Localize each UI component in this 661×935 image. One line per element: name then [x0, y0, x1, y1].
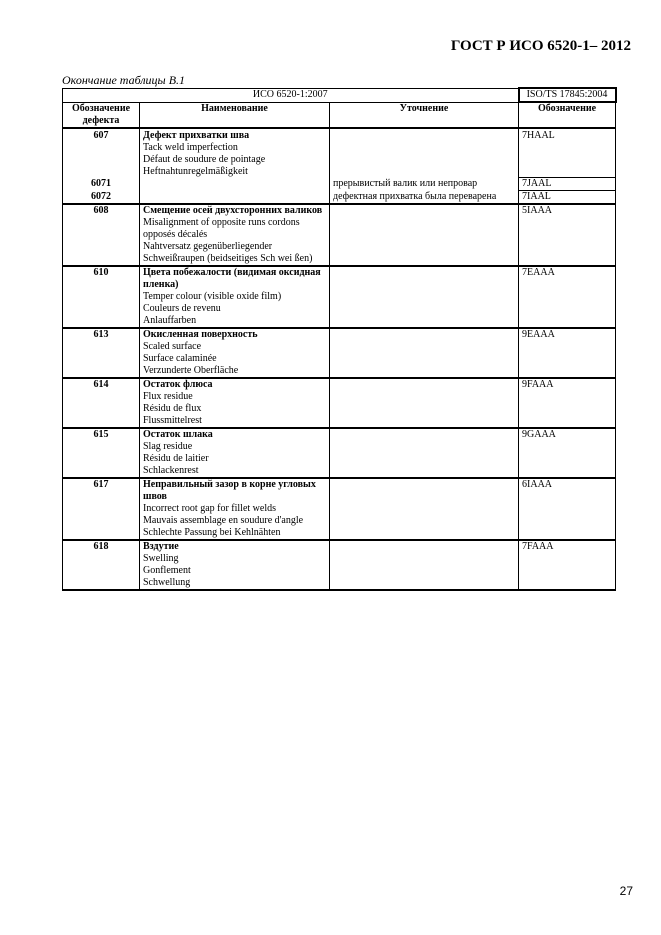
clarification [330, 266, 519, 328]
defect-code: 613 [63, 328, 140, 378]
defect-name [140, 328, 330, 378]
document-header: ГОСТ Р ИСО 6520-1– 2012 [450, 38, 631, 54]
defect-name [140, 178, 330, 191]
defect-code: 610 [63, 266, 140, 328]
table-row [63, 378, 616, 428]
table-row [63, 478, 616, 540]
defect-code: 615 [63, 428, 140, 478]
clarification [330, 328, 519, 378]
table-row [63, 540, 616, 590]
designation: 6IAAA [519, 478, 616, 540]
table-row [63, 204, 616, 266]
defect-code: 6071 [63, 178, 140, 191]
table-row [63, 328, 616, 378]
defect-name [140, 378, 330, 428]
name-fr: Nahtversatz gegenüberliegender [143, 241, 273, 252]
table-caption: Окончание таблицы В.1 [62, 73, 186, 87]
clarification [330, 128, 519, 178]
defect-name [140, 204, 330, 266]
defect-name [140, 191, 330, 205]
clarification [330, 478, 519, 540]
name-en: Incorrect root gap for fillet welds [143, 503, 277, 514]
designation: 7JAAL [519, 178, 616, 191]
name-de: Anlauffarben [143, 315, 197, 326]
defect-name [140, 540, 330, 590]
name-de: Schlechte Passung bei Kehlnähten [143, 527, 281, 538]
name-fr: Surface calaminée [143, 353, 217, 364]
name-ru: Цвета побежалости (видимая оксидная пленка) [143, 267, 321, 290]
defect-code: 617 [63, 478, 140, 540]
name-en: Scaled surface [143, 341, 202, 352]
table-row [63, 266, 616, 328]
defect-code: 6072 [63, 191, 140, 205]
defect-code: 618 [63, 540, 140, 590]
name-ru: Неправильный зазор в корне угловых швов [143, 479, 316, 502]
designation: 7FAAA [519, 540, 616, 590]
defect-name [140, 266, 330, 328]
name-fr: Gonflement [143, 565, 191, 576]
name-de: Schlackenrest [143, 465, 199, 476]
name-fr: Mauvais assemblage en soudure d'angle [143, 515, 304, 526]
name-en: Tack weld imperfection [143, 141, 238, 153]
defect-code: 614 [63, 378, 140, 428]
name-ru: Смещение осей двухсторонних валиков [143, 205, 323, 216]
iso-ts-standard-cell: ISO/TS 17845:2004 [519, 88, 616, 102]
defect-name [140, 478, 330, 540]
designation: 9FAAA [519, 378, 616, 428]
col-header-name: Наименование [140, 102, 330, 128]
defect-code: 608 [63, 204, 140, 266]
clarification [330, 378, 519, 428]
name-en: Slag residue [143, 441, 193, 452]
defect-code: 607 [63, 128, 140, 178]
name-ru: Дефект прихватки шва [143, 129, 250, 141]
name-en: Swelling [143, 553, 179, 564]
designation: 7HAAL [519, 128, 616, 178]
clarification [330, 540, 519, 590]
defects-table [62, 87, 617, 591]
name-fr: Résidu de flux [143, 403, 202, 414]
defect-name [140, 128, 330, 178]
name-fr: Résidu de laitier [143, 453, 209, 464]
col-header-code: Обозначение дефекта [63, 102, 140, 128]
designation: 9EAAA [519, 328, 616, 378]
name-en: Temper colour (visible oxide film) [143, 291, 282, 302]
name-de: Schweißraupen (beidseitiges Sch wei ßen) [143, 253, 313, 264]
table-row [63, 191, 616, 205]
name-en: Misalignment of opposite runs cordons opposés décalés [143, 217, 300, 240]
clarification [330, 428, 519, 478]
table-row [63, 428, 616, 478]
table-row [63, 178, 616, 191]
name-de: Heftnahtunregelmäßigkeit [143, 165, 248, 177]
name-fr: Défaut de soudure de pointage [143, 153, 266, 165]
name-ru: Окисленная поверхность [143, 329, 258, 340]
clarification: прерывистый валик или непровар [330, 178, 519, 191]
name-fr: Couleurs de revenu [143, 303, 221, 314]
page-number: 27 [619, 884, 633, 898]
iso-standard-cell: ИСО 6520-1:2007 [63, 88, 519, 102]
name-de: Schwellung [143, 577, 191, 588]
designation: 9GAAA [519, 428, 616, 478]
name-ru: Остаток шлака [143, 429, 213, 440]
column-header-row [63, 102, 616, 128]
designation: 5IAAA [519, 204, 616, 266]
name-ru: Остаток флюса [143, 379, 213, 390]
designation: 7EAAA [519, 266, 616, 328]
clarification: дефектная прихватка была переварена [330, 191, 519, 205]
col-header-designation: Обозначение [519, 102, 616, 128]
name-de: Verzunderte Oberfläche [143, 365, 239, 376]
defect-name [140, 428, 330, 478]
standards-row [63, 88, 616, 102]
name-en: Flux residue [143, 391, 193, 402]
clarification [330, 204, 519, 266]
designation: 7IAAL [519, 191, 616, 205]
name-de: Flussmittelrest [143, 415, 202, 426]
table-row [63, 128, 616, 178]
name-ru: Вздутие [143, 541, 179, 552]
col-header-clarification: Уточнение [330, 102, 519, 128]
